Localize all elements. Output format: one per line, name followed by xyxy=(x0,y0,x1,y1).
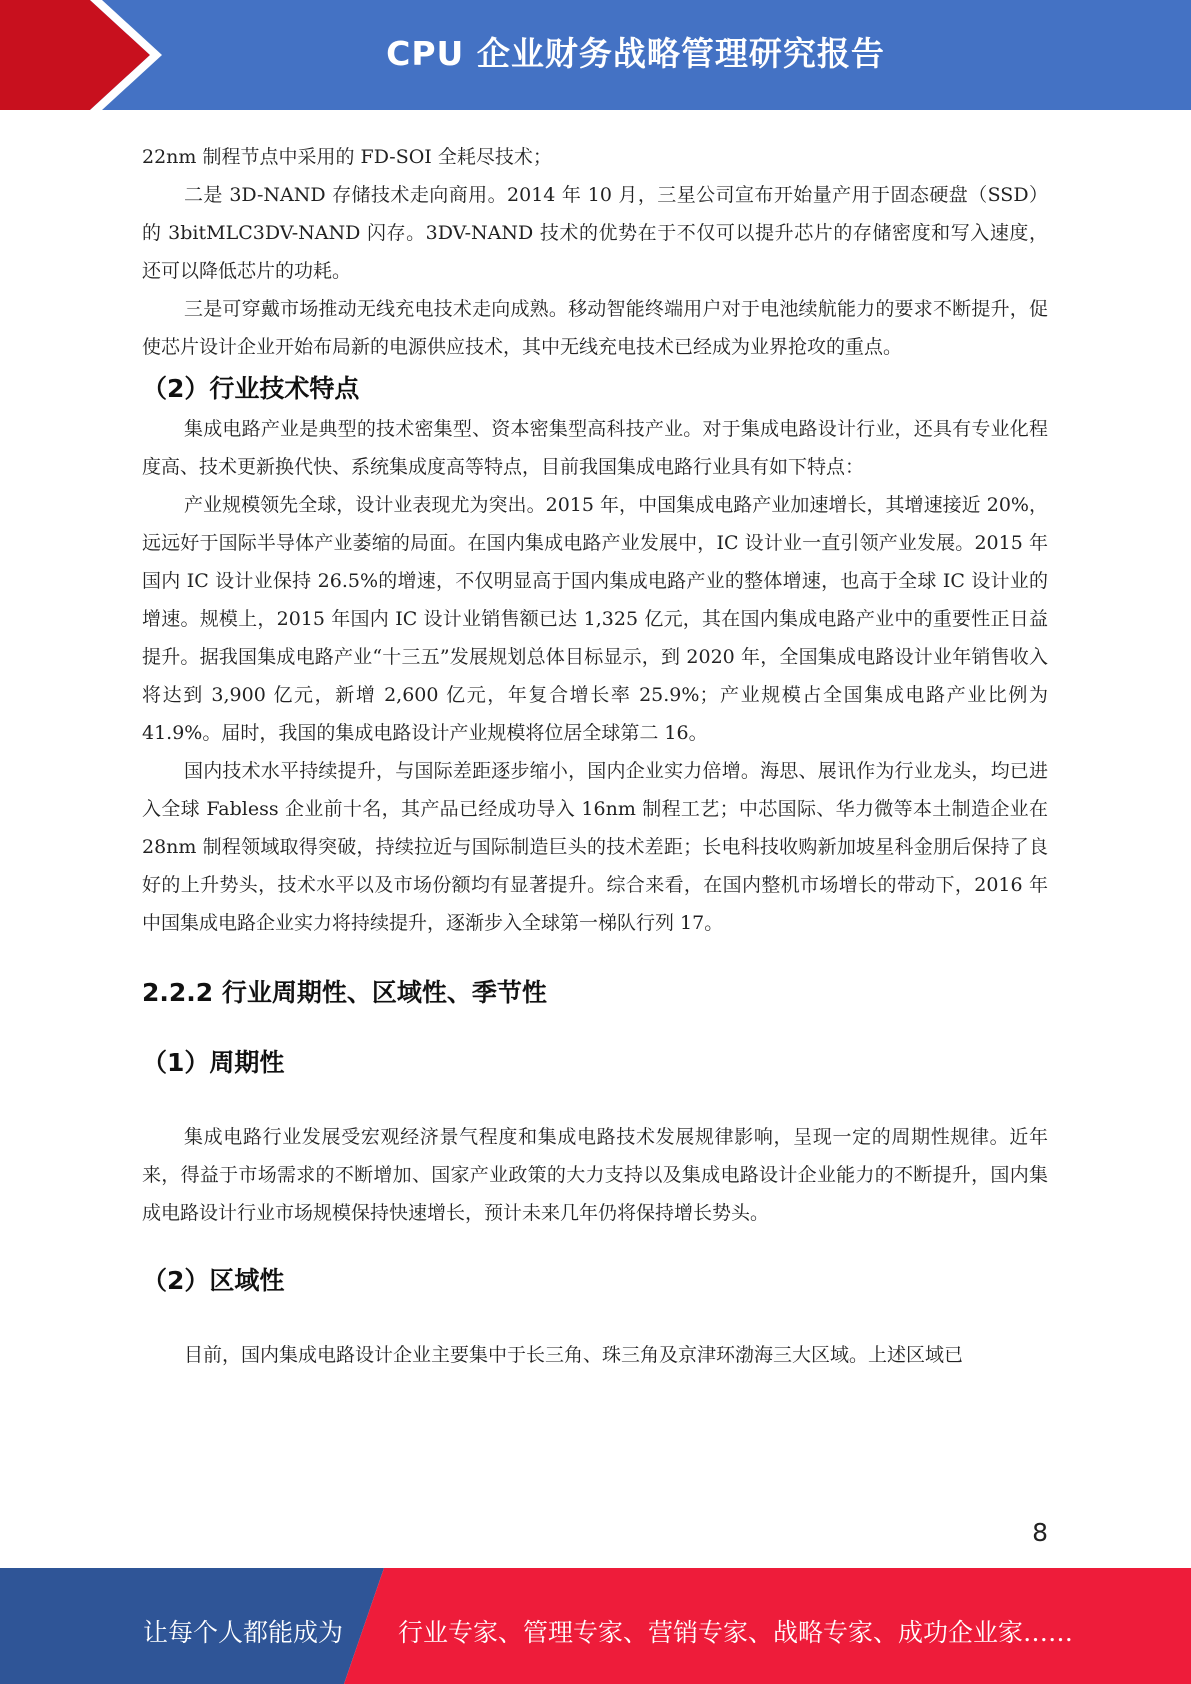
paragraph: 三是可穿戴市场推动无线充电技术走向成熟。移动智能终端用户对于电池续航能力的要求不断提升，促使芯片设计企业开始布局新的电源供应技术，其中无线充电技术已经成为业界抢攻的重点。 xyxy=(142,298,1048,358)
paragraph: 产业规模领先全球，设计业表现尤为突出。2015 年，中国集成电路产业加速增长，其增速接近 20%，远远好于国际半导体产业萎缩的局面。在国内集成电路产业发展中，IC 设计业一直引领产业发展。2015 年国内 IC 设计业保持 26.5%的增速，不仅明显高于国内集成电路产业的整体增速，也高于全球 IC 设计业的增速。规模上，2015 年国内 IC 设计业销售额已达 1,325 亿元，其在国内集成电路产业中的重要性正日益提升。据我国集成电路产业“十三五”发展规划总体目标显示，到 2020 年，全国集成电路设计业年销售收入将达到 3,900 亿元，新增 2,600 亿元，年复合增长率 25.9%；产业规模占全国集成电路产业比例为 41.9%。届时，我国的集成电路设计产业规模将位居全球第二 16。 xyxy=(142,494,1048,744)
page-footer xyxy=(0,1568,1191,1684)
page-header xyxy=(0,0,1191,110)
footer-slogan-left: 让每个人都能成为 xyxy=(143,1618,344,1647)
paragraph: 集成电路产业是典型的技术密集型、资本密集型高科技产业。对于集成电路设计行业，还具有专业化程度高、技术更新换代快、系统集成度高等特点，目前我国集成电路行业具有如下特点： xyxy=(142,418,1048,478)
subsection-heading: 2.2.2 行业周期性、区域性、季节性 xyxy=(142,978,547,1007)
footer-slogan-right: 行业专家、管理专家、营销专家、战略专家、成功企业家…… xyxy=(398,1618,1074,1647)
paragraph: 22nm 制程节点中采用的 FD-SOI 全耗尽技术； xyxy=(142,146,552,168)
section-heading: （2）区域性 xyxy=(142,1266,285,1295)
paragraph: 二是 3D-NAND 存储技术走向商用。2014 年 10 月，三星公司宣布开始量产用于固态硬盘（SSD）的 3bitMLC3DV-NAND 闪存。3DV-NAND 技术的优势在于不仅可以提升芯片的存储密度和写入速度，还可以降低芯片的功耗。 xyxy=(142,184,1048,282)
section-heading: （2）行业技术特点 xyxy=(142,374,360,403)
section-heading: （1）周期性 xyxy=(142,1048,285,1077)
document-body xyxy=(142,138,1048,1374)
paragraph: 目前，国内集成电路设计企业主要集中于长三角、珠三角及京津环渤海三大区域。上述区域已 xyxy=(184,1344,964,1366)
report-title: CPU 企业财务战略管理研究报告 xyxy=(386,34,885,73)
paragraph: 国内技术水平持续提升，与国际差距逐步缩小，国内企业实力倍增。海思、展讯作为行业龙头，均已进入全球 Fabless 企业前十名，其产品已经成功导入 16nm 制程工艺；中芯国际、华力微等本土制造企业在 28nm 制程领域取得突破，持续拉近与国际制造巨头的技术差距；长电科技收购新加坡星科金朋后保持了良好的上升势头，技术水平以及市场份额均有显著提升。综合来看，在国内整机市场增长的带动下，2016 年中国集成电路企业实力将持续提升，逐渐步入全球第一梯队行列 17。 xyxy=(142,760,1048,934)
page-number: 8 xyxy=(1032,1518,1048,1547)
paragraph: 集成电路行业发展受宏观经济景气程度和集成电路技术发展规律影响，呈现一定的周期性规律。近年来，得益于市场需求的不断增加、国家产业政策的大力支持以及集成电路设计企业能力的不断提升，国内集成电路设计行业市场规模保持快速增长，预计未来几年仍将保持增长势头。 xyxy=(142,1126,1048,1224)
